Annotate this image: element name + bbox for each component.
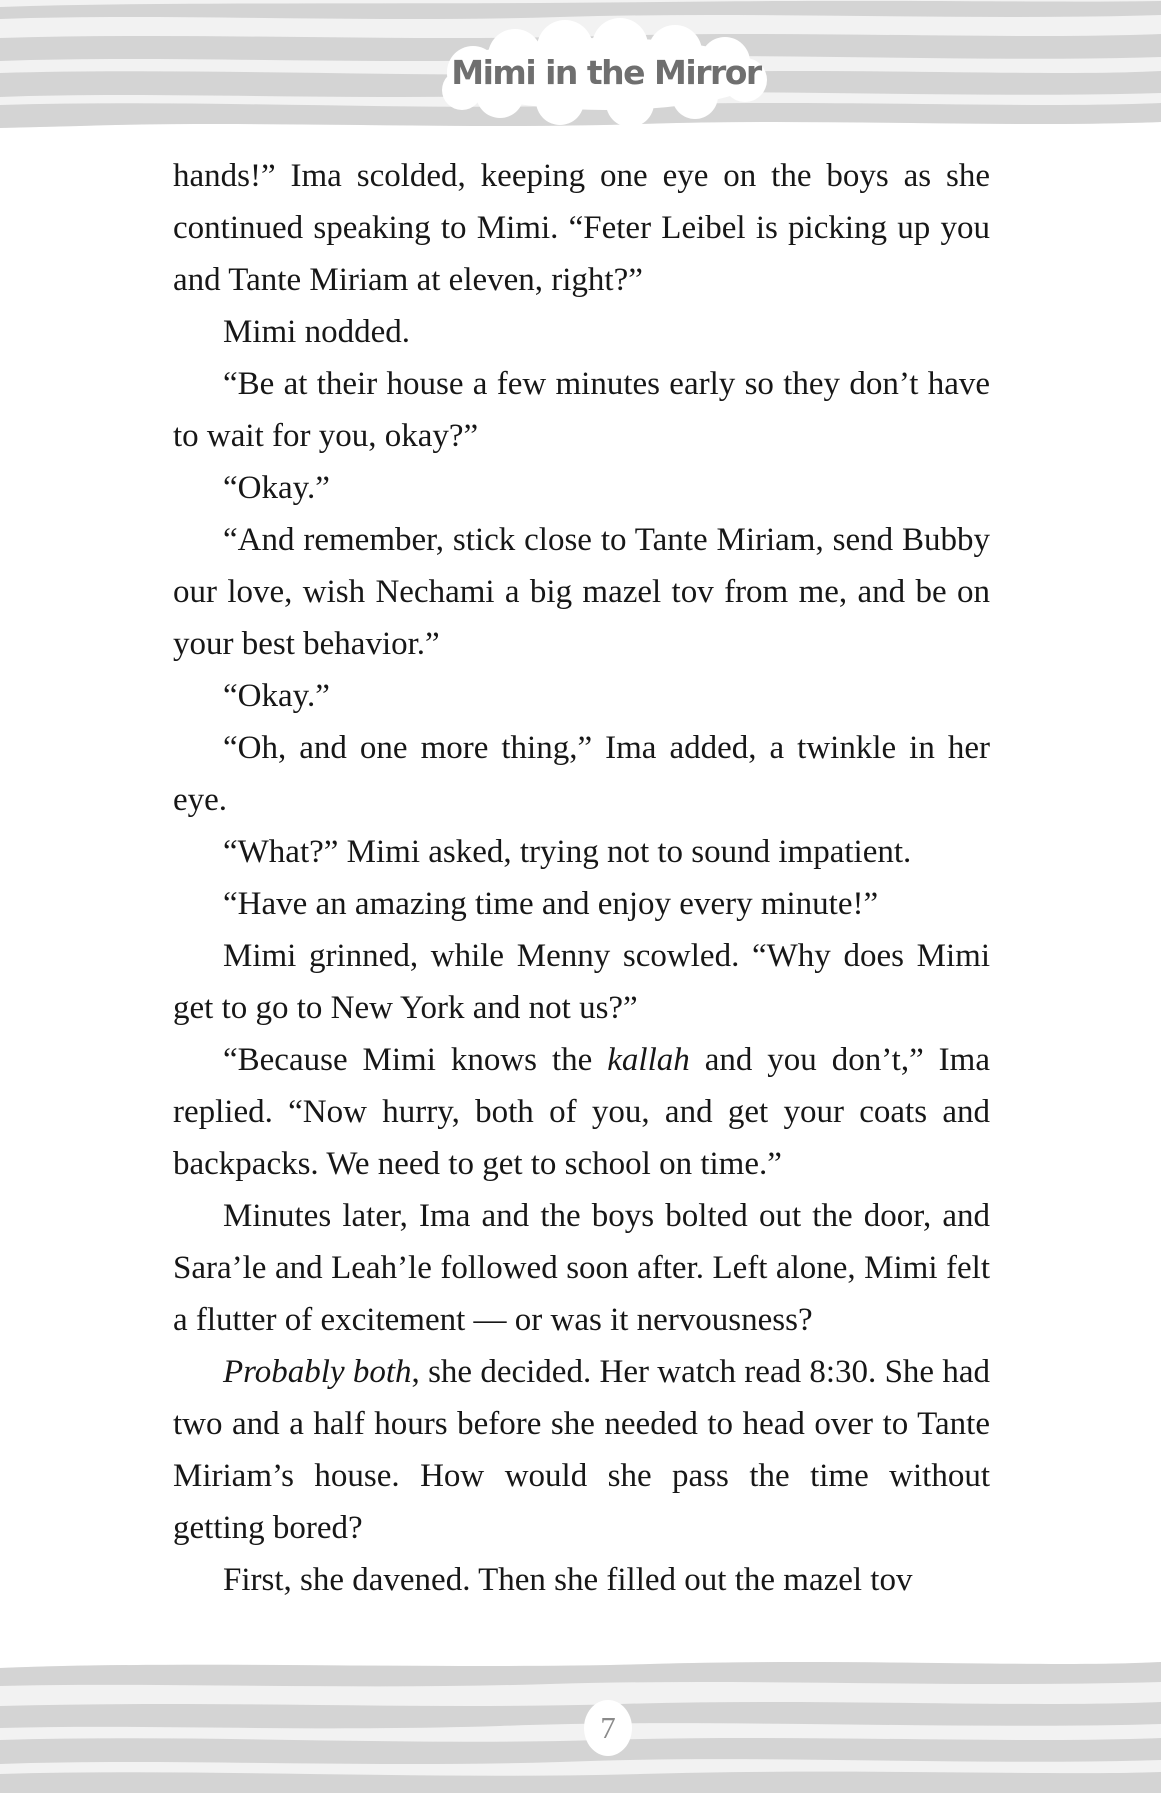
paragraph [173,150,990,306]
paragraph [173,722,990,826]
paragraph [173,306,990,358]
text-segment: Mimi grinned, while Menny scowled. “Why does Mimi get to go to New York and not us?” [173,938,990,1026]
text-segment: and you don’t,” Ima replied. “Now hurry, both of you, and get your coats and backpacks. We need to get to school on time.” [173,1042,990,1182]
text-segment: Minutes later, Ima and the boys bolted out the door, and Sara’le and Leah’le followed soon after. Left alone, Mimi felt a flutter of excitement — or was it nervousness? [173,1198,990,1338]
paragraph [173,670,990,722]
text-segment: hands!” Ima scolded, keeping one eye on the boys as she continued speaking to Mimi. “Feter Leibel is picking up you and Tante Miriam at eleven, right?” [173,158,990,298]
paragraph [173,1554,990,1606]
text-segment: “And remember, stick close to Tante Miriam, send Bubby our love, wish Nechami a big mazel tov from me, and be on your best behavior.” [173,522,990,662]
paragraph [173,514,990,670]
paragraph [173,1346,990,1554]
text-segment: “Okay.” [223,470,330,506]
book-title: Mimi in the Mirror [451,53,761,92]
text-segment: “What?” Mimi asked, trying not to sound impatient. [223,834,912,870]
paragraph [173,1034,990,1190]
text-segment: “Because Mimi knows the [223,1042,608,1078]
paragraph [173,1190,990,1346]
paragraph [173,878,990,930]
text-segment: Mimi nodded. [223,314,410,350]
paragraph [173,930,990,1034]
paragraph [173,826,990,878]
page-footer [0,1653,1161,1793]
text-segment: “Be at their house a few minutes early so they don’t have to wait for you, okay?” [173,366,990,454]
story-text [173,150,990,1606]
text-segment: “Oh, and one more thing,” Ima added, a twinkle in her eye. [173,730,990,818]
italic-text-segment: Probably both [223,1354,412,1390]
footer-stripes-decoration [0,1653,1161,1793]
text-segment: “Have an amazing time and enjoy every minute!” [223,886,879,922]
paragraph [173,358,990,462]
text-segment: “Okay.” [223,678,330,714]
text-segment: First, she davened. Then she filled out the mazel tov [223,1562,913,1598]
italic-text-segment: kallah [607,1042,690,1078]
text-segment: , she decided. Her watch read 8:30. She had two and a half hours before she needed to head over to Tante Miriam’s house. How would she pass the time without getting bored? [173,1354,990,1546]
paragraph [173,462,990,514]
page-header [0,0,1161,135]
page-number: 7 [600,1710,616,1745]
